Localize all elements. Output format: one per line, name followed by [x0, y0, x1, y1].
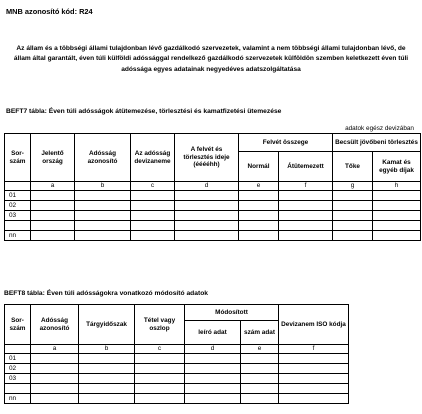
letter-cell: a — [31, 345, 79, 354]
col-becsult-torlesztes: Becsült jövőbeni törlesztés — [333, 134, 421, 152]
col-sorszam: Sor-szám — [5, 305, 31, 345]
table-row — [5, 354, 349, 364]
table-row — [5, 201, 421, 211]
table-row — [5, 221, 421, 231]
col-adossag-azonosito: Adósság azonosító — [75, 134, 131, 182]
row-number: 02 — [5, 364, 31, 374]
row-number: 01 — [5, 354, 31, 364]
col-felvet-ideje: A felvét és törlesztés ideje (ééééhh) — [175, 134, 239, 182]
table-row — [5, 211, 421, 221]
row-number — [5, 221, 31, 231]
row-number: nn — [5, 231, 31, 241]
table-row — [5, 364, 349, 374]
letter-cell: f — [279, 345, 349, 354]
col-devizanem-iso: Devizanem ISO kódja — [279, 305, 349, 345]
row-number: nn — [5, 394, 31, 404]
doc-code: MNB azonosító kód: R24 — [6, 7, 93, 16]
row-number: 02 — [5, 201, 31, 211]
letter-cell: g — [333, 182, 373, 191]
letter-cell: f — [279, 182, 333, 191]
row-number — [5, 384, 31, 394]
col-toke: Tőke — [333, 152, 373, 182]
letter-cell: c — [131, 182, 175, 191]
col-kamat: Kamat és egyéb díjak — [373, 152, 421, 182]
intro-text: Az állam és a többségi állami tulajdonban lévő gazdálkodó szervezetek, valamint a nem többségi állami tulajdonban lévő, de állam által garantált, éven túli külföldi adóssággal rendelkező gazdálkodó szervezetek külföldön szemben keletkezett éven túli adóssága egyes adatainak negyedéves adatszolgáltatása — [13, 45, 409, 73]
letter-cell: b — [75, 182, 131, 191]
table-row — [5, 374, 349, 384]
col-normal: Normál — [239, 152, 279, 182]
col-jelento-orszag: Jelentő ország — [31, 134, 75, 182]
col-tetel-vagy-oszlop: Tétel vagy oszlop — [135, 305, 185, 345]
col-szam-adat: szám adat — [241, 321, 279, 345]
table-row — [5, 384, 349, 394]
beft8-title: BEFT8 tábla: Éven túli adósságokra vonatkozó módosító adatok — [4, 290, 209, 297]
beft7-unit: adatok egész devizában — [345, 125, 414, 132]
col-leiro-adat: leíró adat — [185, 321, 241, 345]
col-sorszam: Sor-szám — [5, 134, 31, 182]
col-targyidoszak: Tárgyidőszak — [79, 305, 135, 345]
table-row — [5, 394, 349, 404]
table-row — [5, 191, 421, 201]
col-atutemezett: Átütemezett — [279, 152, 333, 182]
row-number: 01 — [5, 191, 31, 201]
col-modositott: Módosított — [185, 305, 279, 321]
letter-cell: b — [79, 345, 135, 354]
letter-cell: h — [373, 182, 421, 191]
letter-cell: a — [31, 182, 75, 191]
letter-cell: e — [241, 345, 279, 354]
table-row — [5, 231, 421, 241]
beft7-title: BEFT7 tábla: Éven túli adósságok átütemezése, törlesztési és kamatfizetési ütemezése — [6, 108, 282, 115]
letter-cell: c — [135, 345, 185, 354]
row-number: 03 — [5, 374, 31, 384]
beft7-table — [4, 133, 421, 241]
col-felvet-osszege: Felvét összege — [239, 134, 333, 152]
letter-cell: d — [175, 182, 239, 191]
beft8-table — [4, 304, 349, 404]
col-devizanem: Az adósság devizaneme — [131, 134, 175, 182]
row-number: 03 — [5, 211, 31, 221]
letter-cell: d — [185, 345, 241, 354]
letter-cell-blank — [5, 182, 31, 191]
col-adossag-azonosito: Adósság azonosító — [31, 305, 79, 345]
letter-cell-blank — [5, 345, 31, 354]
letter-cell: e — [239, 182, 279, 191]
